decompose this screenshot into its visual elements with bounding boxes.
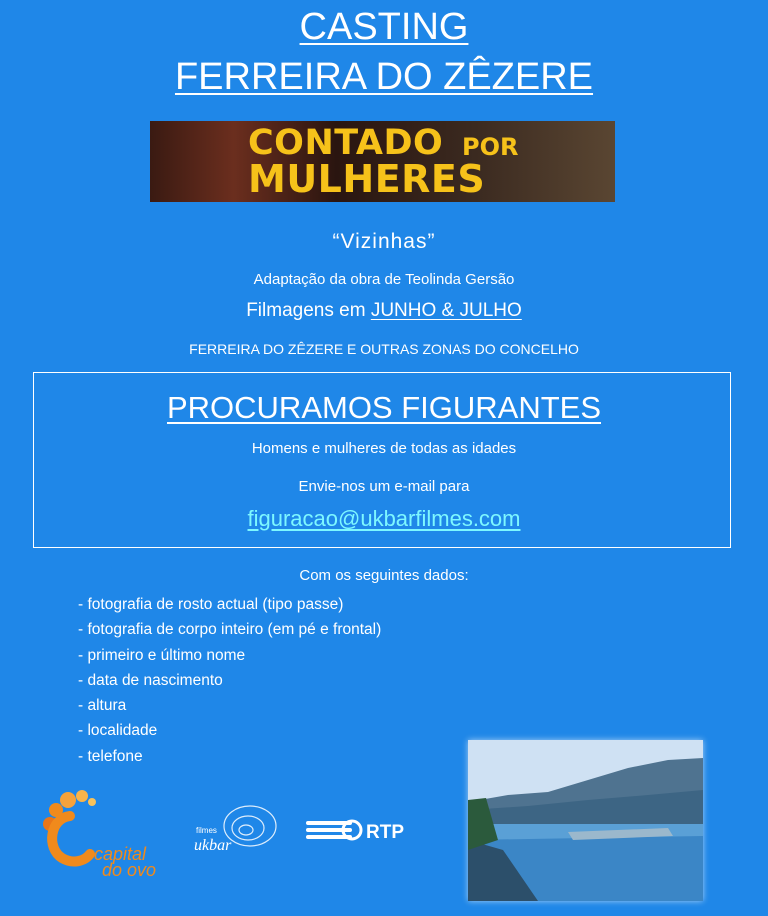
list-item: - fotografia de rosto actual (tipo passe) (78, 596, 344, 613)
banner-word-mulheres: MULHERES (248, 157, 486, 201)
filmes-text: filmes (196, 826, 217, 835)
lake-photo (468, 740, 703, 901)
contact-email-link[interactable]: figuracao@ukbarfilmes.com (247, 506, 521, 531)
filming-locations: FERREIRA DO ZÊZERE E OUTRAS ZONAS DO CONCELHO (189, 341, 579, 357)
do-ovo-text: do ovo (102, 860, 157, 878)
callout-instruction: Envie-nos um e-mail para (298, 478, 470, 495)
filming-prefix: Filmagens em (246, 300, 366, 321)
casting-title: CASTING (299, 6, 469, 48)
ukbar-filmes-logo (190, 800, 290, 860)
capital-text: capital (94, 844, 147, 864)
filming-months: JUNHO & JULHO (370, 300, 522, 321)
list-item: - data de nascimento (78, 671, 223, 689)
banner-word-por: POR (462, 133, 519, 161)
rtp-logo (306, 818, 424, 842)
list-item: - localidade (78, 722, 158, 740)
list-item: - altura (78, 697, 127, 715)
requirements-intro: Com os seguintes dados: (299, 567, 469, 584)
contado-por-mulheres-banner (150, 121, 615, 202)
callout-title: PROCURAMOS FIGURANTES (166, 390, 602, 425)
adaptation-credit: Adaptação da obra de Teolinda Gersão (253, 271, 515, 288)
capital-do-ovo-logo (40, 788, 170, 878)
list-item: - fotografia de corpo inteiro (em pé e frontal) (78, 621, 382, 639)
callout-audience: Homens e mulheres de todas as idades (251, 440, 517, 457)
rtp-text: RTP (366, 822, 404, 842)
requirements-list (78, 592, 381, 769)
list-item: - telefone (78, 747, 143, 765)
filming-dates (0, 300, 768, 322)
list-item: - primeiro e último nome (78, 646, 246, 664)
banner-word-contado: CONTADO (248, 123, 444, 163)
ukbar-text: ukbar (194, 837, 232, 854)
episode-title: “Vizinhas” (332, 230, 436, 253)
location-title: FERREIRA DO ZÊZERE (174, 56, 594, 98)
